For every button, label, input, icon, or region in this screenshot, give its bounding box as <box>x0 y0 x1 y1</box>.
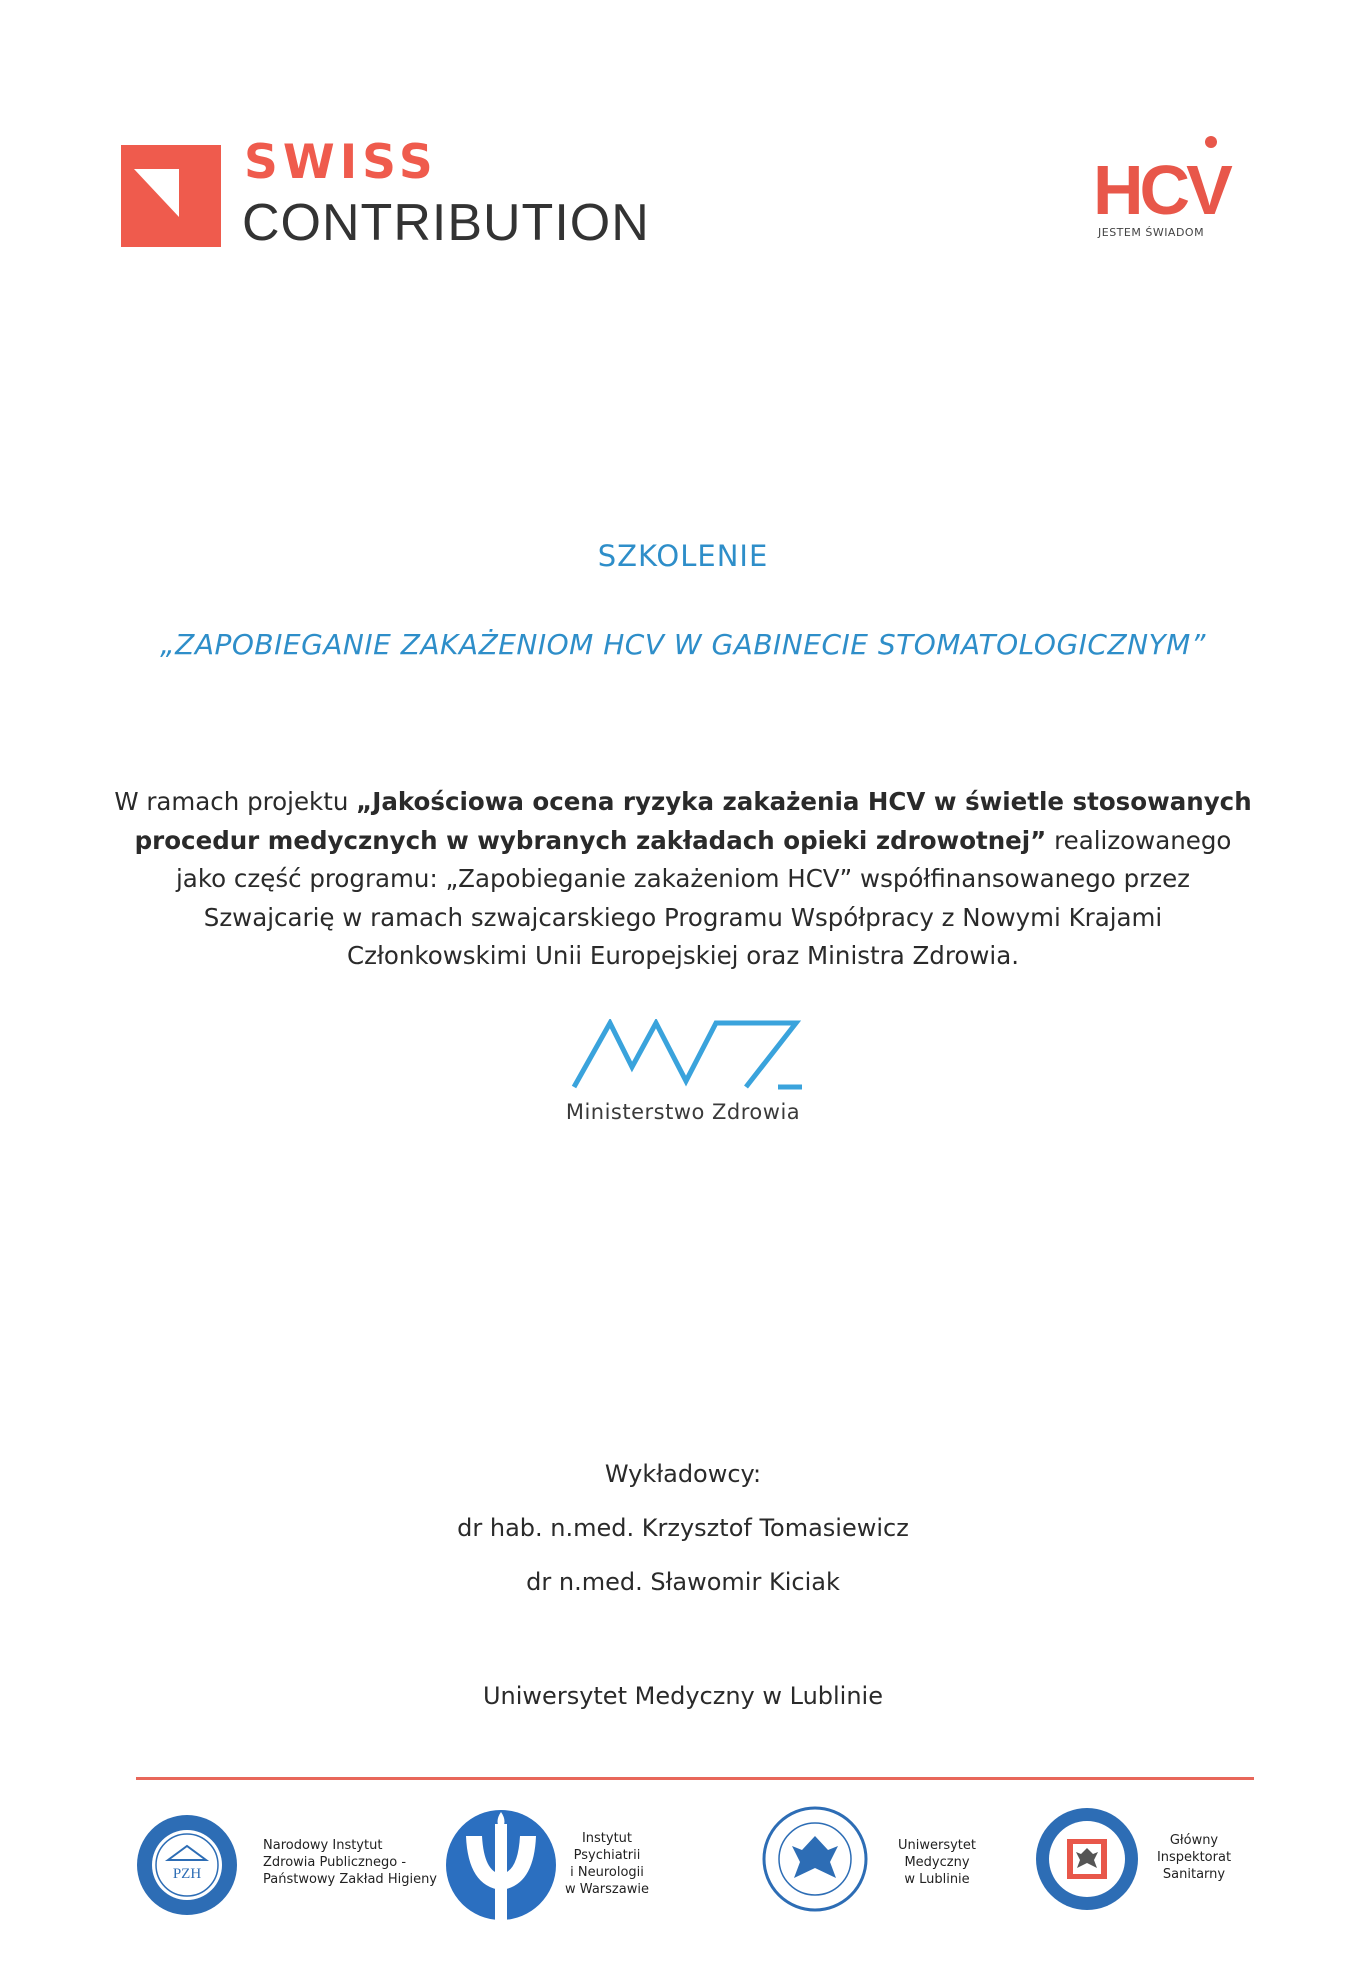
project-description <box>110 783 1256 976</box>
partner-name-umlub: Uniwersytet Medyczny w Lublinie <box>898 1838 976 1887</box>
ipin-logo-icon <box>446 1806 556 1924</box>
lecturer-name: dr hab. n.med. Krzysztof Tomasiewicz <box>457 1514 909 1542</box>
hcv-logo-dot <box>1205 136 1217 148</box>
pzh-seal-text: PZH <box>172 1866 202 1882</box>
swiss-contribution-logo-mark <box>121 145 221 247</box>
partner-name-nizp: Narodowy Instytut Zdrowia Publicznego - Państwowy Zakład Higieny <box>263 1838 438 1887</box>
pzh-seal-icon <box>134 1812 240 1918</box>
university-name: Uniwersytet Medyczny w Lublinie <box>482 1682 883 1710</box>
footer-divider <box>136 1777 1254 1780</box>
lecturers-heading: Wykładowcy: <box>604 1460 762 1488</box>
project-rest: realizowanego jako część programu: „Zapobieganie zakażeniom HCV” współfinansowanego przez Szwajcarię w ramach szwajcarskiego Programu Współpracy z Nowymi Krajami Członkowskimi Unii Europejskiej oraz Ministra Zdrowia. <box>176 825 1232 970</box>
hcv-logo-tagline: JESTEM ŚWIADOM <box>1098 226 1205 239</box>
project-intro: W ramach projektu <box>114 787 357 816</box>
ministry-of-health-logo-icon <box>570 1019 806 1091</box>
training-subtitle: „ZAPOBIEGANIE ZAKAŻENIOM HCV W GABINECIE STOMATOLOGICZNYM” <box>160 628 1206 661</box>
partner-name-ipin: Instytut Psychiatrii i Neurologii w Warszawie <box>565 1831 649 1897</box>
partner-name-gis: Główny Inspektorat Sanitarny <box>1156 1833 1232 1882</box>
ministry-logo-label: Ministerstwo Zdrowia <box>565 1100 801 1124</box>
document-title: SZKOLENIE <box>597 539 769 573</box>
contribution-logo-word: CONTRIBUTION <box>242 194 650 252</box>
gis-seal-icon <box>1034 1806 1140 1912</box>
arrow-icon <box>121 145 221 247</box>
um-lublin-seal-icon <box>762 1806 868 1912</box>
swiss-logo-word: SWISS <box>244 135 438 190</box>
project-name: „Jakościowa ocena ryzyka zakażenia HCV w świetle stosowanych procedur medycznych w wybranych zakładach opieki zdrowotnej” <box>134 787 1252 855</box>
hcv-logo-word: HCV <box>1093 151 1229 229</box>
lecturer-name: dr n.med. Sławomir Kiciak <box>526 1568 840 1596</box>
